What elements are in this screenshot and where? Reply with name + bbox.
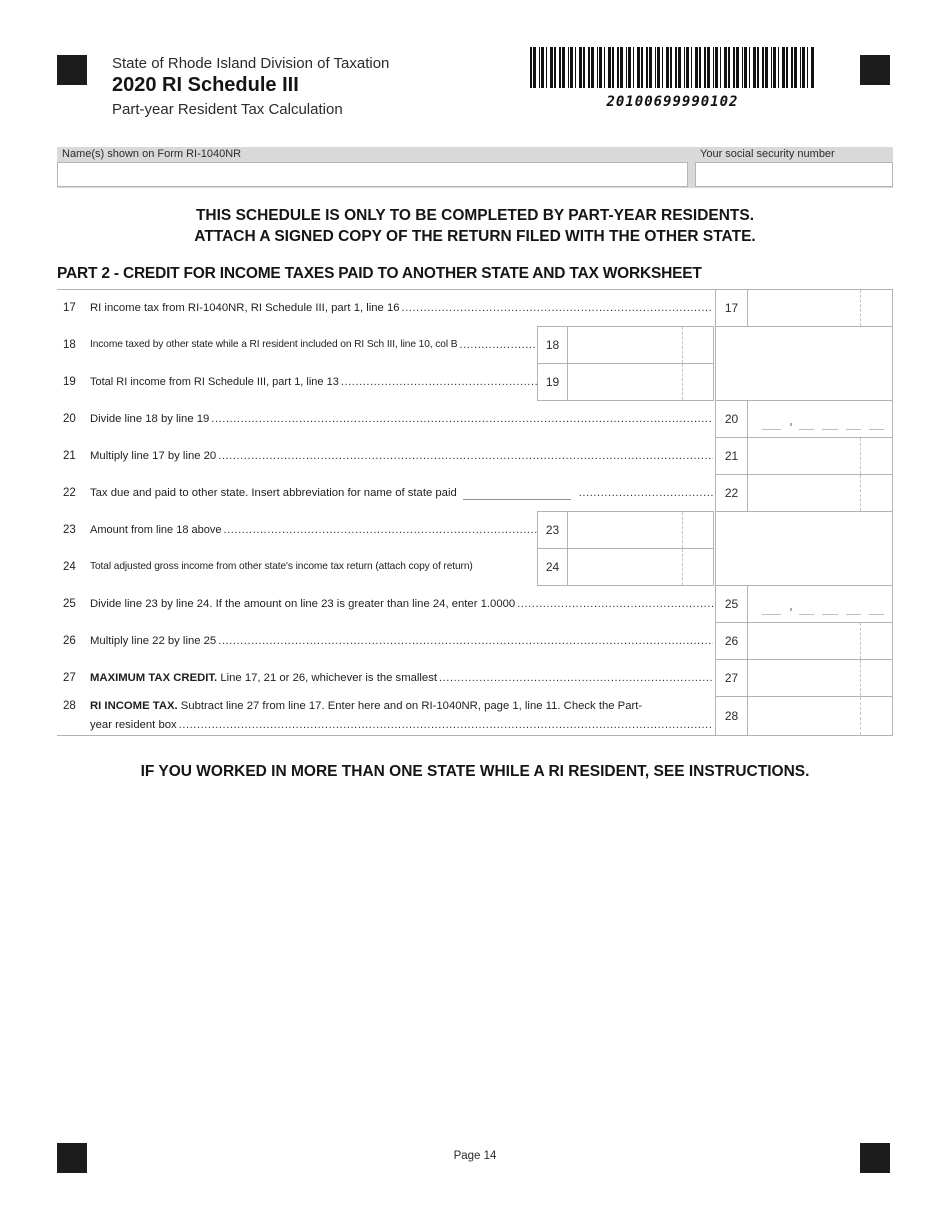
form-subtitle: Part-year Resident Tax Calculation [112, 101, 343, 118]
line-number: 26 [63, 634, 76, 647]
line-21-box-number: 21 [715, 437, 748, 475]
form-line-19 [57, 363, 538, 400]
dot-leader [402, 302, 713, 314]
decimal-point [790, 608, 792, 611]
line-27-box-number: 27 [715, 659, 748, 697]
page-number: Page 14 [453, 1150, 497, 1162]
line-24-box-number: 24 [537, 548, 568, 586]
dot-leader [517, 598, 713, 610]
state-abbreviation-input[interactable] [463, 486, 571, 500]
dot-leader [459, 339, 538, 351]
line-label [90, 672, 437, 684]
cents-divider [860, 290, 861, 326]
part-year-notice [57, 205, 893, 247]
cents-divider [860, 660, 861, 696]
line-20-ratio-box[interactable] [747, 400, 893, 438]
taxpayer-info-band [57, 147, 893, 188]
name-field-label: Name(s) shown on Form RI-1040NR [62, 148, 242, 160]
dot-leader [218, 450, 713, 462]
line-24-amount-box[interactable] [567, 548, 714, 586]
cents-divider [682, 364, 683, 400]
ratio-placeholder [758, 423, 888, 430]
ratio-placeholder [758, 608, 888, 615]
line-number: 23 [63, 523, 76, 536]
line-label-line2: year resident box [90, 719, 177, 731]
line-22-box-number: 22 [715, 474, 748, 512]
line-27-amount-box[interactable] [747, 659, 893, 697]
line-number: 19 [63, 375, 76, 388]
ssn-field-label: Your social security number [700, 148, 835, 160]
agency-name: State of Rhode Island Division of Taxation [112, 55, 390, 72]
line-label-bold: RI INCOME TAX. [90, 700, 178, 712]
name-input[interactable] [57, 162, 688, 187]
line-25-ratio-box[interactable] [747, 585, 893, 623]
line-number: 25 [63, 597, 76, 610]
form-line-26 [57, 622, 713, 659]
line-label-bold: MAXIMUM TAX CREDIT. [90, 671, 218, 684]
dot-leader [211, 413, 713, 425]
line-23-amount-box[interactable] [567, 511, 714, 549]
line-23-box-number: 23 [537, 511, 568, 549]
dot-leader [341, 376, 538, 388]
line-label: Total RI income from RI Schedule III, part 1, line 13 [90, 375, 339, 388]
merged-blank-cell-23-24 [715, 511, 893, 586]
cents-divider [860, 623, 861, 659]
form-line-25 [57, 585, 713, 622]
line-19-amount-box[interactable] [567, 363, 714, 401]
registration-mark-top-left [57, 55, 87, 85]
line-label-rest: Line 17, 21 or 26, whichever is the smallest [220, 671, 437, 684]
form-line-24 [57, 548, 538, 585]
line-label: Income taxed by other state while a RI resident included on RI Sch III, line 10, col B [90, 339, 458, 350]
barcode [530, 47, 815, 88]
line-label [90, 700, 642, 712]
line-26-box-number: 26 [715, 622, 748, 660]
ssn-input[interactable] [695, 162, 893, 187]
dot-leader [218, 635, 713, 647]
cents-divider [860, 697, 861, 735]
line-number: 22 [63, 486, 76, 499]
merged-blank-cell-18-19 [715, 326, 893, 401]
part2-heading: PART 2 - CREDIT FOR INCOME TAXES PAID TO ANOTHER STATE AND TAX WORKSHEET [57, 265, 702, 282]
form-line-23 [57, 511, 538, 548]
dot-leader [439, 672, 713, 684]
notice-line-2: ATTACH A SIGNED COPY OF THE RETURN FILED WITH THE OTHER STATE. [194, 228, 756, 245]
multi-state-instructions-notice: IF YOU WORKED IN MORE THAN ONE STATE WHILE A RI RESIDENT, SEE INSTRUCTIONS. [140, 763, 810, 780]
line-number: 24 [63, 560, 76, 573]
decimal-point [790, 423, 792, 426]
line-22-amount-box[interactable] [747, 474, 893, 512]
cents-divider [682, 549, 683, 585]
cents-divider [682, 327, 683, 363]
cents-divider [682, 512, 683, 548]
line-number: 20 [63, 412, 76, 425]
line-19-box-number: 19 [537, 363, 568, 401]
form-line-17 [57, 289, 713, 326]
line-17-box-number: 17 [715, 289, 748, 327]
form-line-28 [57, 696, 713, 735]
line-28-box-number: 28 [715, 696, 748, 736]
line-20-box-number: 20 [715, 400, 748, 438]
form-line-22 [57, 474, 713, 511]
line-label: Divide line 23 by line 24. If the amount on line 23 is greater than line 24, enter 1.0000 [90, 597, 516, 610]
line-number: 28 [63, 700, 76, 712]
line-label: Multiply line 22 by line 25 [90, 634, 217, 647]
cents-divider [860, 475, 861, 511]
line-label: Tax due and paid to other state. Insert abbreviation for name of state paid [90, 486, 457, 499]
line-number: 18 [63, 338, 76, 351]
line-25-box-number: 25 [715, 585, 748, 623]
barcode-number: 20100699990102 [606, 94, 739, 110]
line-label: Divide line 18 by line 19 [90, 412, 210, 425]
registration-mark-top-right [860, 55, 890, 85]
dot-leader [579, 487, 713, 499]
line-number: 27 [63, 671, 76, 684]
line-label: Amount from line 18 above [90, 523, 222, 536]
line-label: Multiply line 17 by line 20 [90, 449, 217, 462]
cents-divider [860, 438, 861, 474]
line-17-amount-box[interactable] [747, 289, 893, 327]
line-label-rest: Subtract line 27 from line 17. Enter here and on RI-1040NR, page 1, line 11. Check the Part- [180, 700, 643, 712]
notice-line-1: THIS SCHEDULE IS ONLY TO BE COMPLETED BY PART-YEAR RESIDENTS. [195, 207, 755, 224]
dot-leader [179, 719, 713, 731]
line-number: 21 [63, 449, 76, 462]
form-line-27 [57, 659, 713, 696]
form-line-21 [57, 437, 713, 474]
line-18-amount-box[interactable] [567, 326, 714, 364]
line-18-box-number: 18 [537, 326, 568, 364]
line-label: RI income tax from RI-1040NR, RI Schedule III, part 1, line 16 [90, 301, 400, 314]
dot-leader [223, 524, 538, 536]
line-label: Total adjusted gross income from other state's income tax return (attach copy of return) [90, 561, 473, 572]
line-28-amount-box[interactable] [747, 696, 893, 736]
line-26-amount-box[interactable] [747, 622, 893, 660]
line-21-amount-box[interactable] [747, 437, 893, 475]
form-title: 2020 RI Schedule III [112, 74, 299, 96]
form-line-18 [57, 326, 538, 363]
line-number: 17 [63, 301, 76, 314]
form-line-20 [57, 400, 713, 437]
